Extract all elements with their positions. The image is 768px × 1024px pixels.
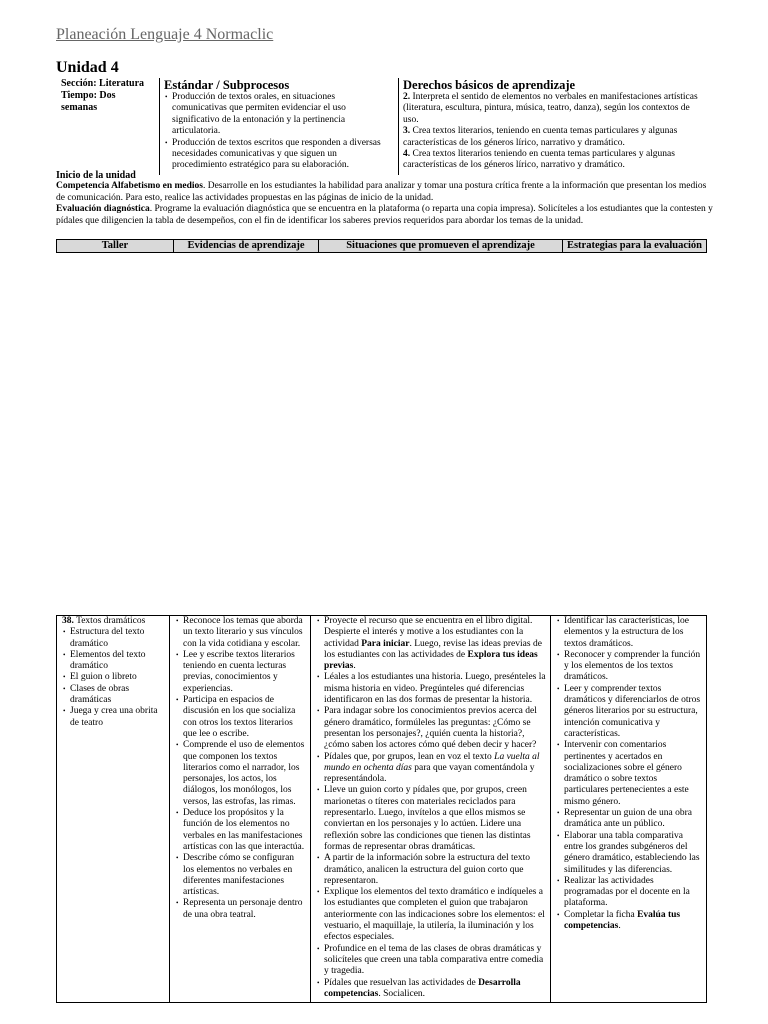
dba-heading: Derechos básicos de aprendizaje	[403, 78, 576, 92]
dba-column	[403, 78, 703, 172]
header-situaciones: Situaciones que promueven el aprendizaje	[319, 240, 563, 253]
estrategia-item: • Completar la ficha Evalúa tus competencias.	[556, 910, 703, 933]
column-divider	[398, 78, 399, 175]
estrategia-item: • Representar un guion de una obra dramática ante un público.	[556, 808, 703, 831]
situaciones-cell	[311, 616, 551, 1003]
dba-item: 3. Crea textos literarios, teniendo en cuenta temas particulares y algunas características de los géneros lírico, narrativo y dramático.	[403, 126, 678, 148]
unit-intro	[56, 170, 716, 227]
taller-item: • Juega y crea una obrita de teatro	[62, 706, 166, 729]
section-label: Sección: Literatura	[61, 78, 145, 89]
evidencias-list	[175, 616, 307, 921]
estrategia-item: • Reconocer y comprender la función y los elementos de los textos dramáticos.	[556, 650, 703, 684]
estrategias-list	[556, 616, 703, 932]
evidencia-item: • Deduce los propósitos y la función de los elementos no verbales en las manifestaciones artísticas con las que interactúa.	[175, 808, 307, 853]
header-evidencias: Evidencias de aprendizaje	[174, 240, 319, 253]
taller-item: • Elementos del texto dramático	[62, 650, 166, 673]
standard-item: • Producción de textos escritos que responden a diversas necesidades comunicativas y que siguen un procedimiento estratégico para su elaboración.	[164, 138, 392, 172]
standard-heading: Estándar / Subprocesos	[164, 78, 290, 92]
section-info	[61, 78, 157, 113]
intro-heading: Inicio de la unidad	[56, 170, 136, 181]
situaciones-list	[316, 616, 547, 1000]
diagnostic-label: Evaluación diagnóstica	[56, 204, 150, 215]
estrategia-item: • Leer y comprender textos dramáticos y diferenciarlos de otros géneros literarios por su estructura, intención comunicativa y características.	[556, 684, 703, 740]
situacion-item: • Lleve un guion corto y pídales que, por grupos, creen marionetas o títeres con materiales reciclados para representarlo. Luego, invítelos a que ellos mismos se conviertan en los personajes y lo actúen. Lidere una reflexión sobre las condiciones que tienen las distintas formas de representar obras dramáticas.	[316, 785, 547, 853]
taller-item: • El guion o libreto	[62, 672, 166, 683]
standard-list	[164, 92, 392, 172]
competence-paragraph: Competencia Alfabetismo en medios. Desarrolle en los estudiantes la habilidad para analizar y tomar una postura crítica frente a la información que presentan los medios de comunicación. Para esto, realice las actividades propuestas en las páginas de inicio de la unidad.	[56, 181, 707, 203]
taller-list	[62, 627, 166, 729]
estrategia-item: • Realizar las actividades programadas por el docente en la plataforma.	[556, 876, 703, 910]
estrategia-item: • Identificar las características, loe elementos y la estructura de los textos dramáticos.	[556, 616, 703, 650]
evidencia-item: • Reconoce los temas que aborda un texto literario y sus vínculos con la vida cotidiana y escolar.	[175, 616, 307, 650]
evidencia-item: • Describe cómo se configuran los elementos no verbales en diferentes manifestaciones artísticas.	[175, 853, 307, 898]
situacion-item: • A partir de la información sobre la estructura del texto dramático, analicen la estructura del guion corto que representaron.	[316, 853, 547, 887]
column-divider	[159, 78, 160, 175]
competence-label: Competencia Alfabetismo en medios	[56, 181, 203, 192]
evidencias-cell	[170, 616, 311, 1003]
unit-title: Unidad 4	[56, 59, 119, 76]
header-estrategias: Estrategias para la evaluación	[563, 240, 707, 253]
standard-item: • Producción de textos orales, en situaciones comunicativas que permiten evidenciar el uso significativo de la entonación y la pertinencia articulatoria.	[164, 92, 392, 138]
evidencia-item: • Comprende el uso de elementos que componen los textos literarios como el narrador, los personajes, los actos, los diálogos, los monólogos, los versos, las estrofas, las rimas.	[175, 740, 307, 808]
dba-item: 2. Interpreta el sentido de elementos no verbales en manifestaciones artísticas (literatura, escultura, pintura, música, teatro, danza), según los contextos de uso.	[403, 92, 698, 125]
document-title: Planeación Lenguaje 4 Normaclic	[56, 26, 274, 43]
diagnostic-paragraph: Evaluación diagnóstica. Programe la evaluación diagnóstica que se encuentra en la plataforma (o reparta una copia impresa). Solicíteles a los estudiantes que la contesten y pídales que diligencien la tabla de desempeños, con el fin de identificar los saberes previos requeridos para abordar los temas de la unidad.	[56, 204, 713, 226]
evidencia-item: • Lee y escribe textos literarios teniendo en cuenta lecturas previas, conocimientos y experiencias.	[175, 650, 307, 695]
situacion-item: • Pídales que resuelvan las actividades de Desarrolla competencias. Socialicen.	[316, 978, 547, 1001]
table-row	[57, 616, 707, 1003]
situacion-item: • Profundice en el tema de las clases de obras dramáticas y solicíteles que creen una tabla comparativa entre comedia y tragedia.	[316, 944, 547, 978]
time-label: Tiempo: Dos	[61, 89, 116, 101]
situacion-item: • Explique los elementos del texto dramático e indíqueles a los estudiantes que completen el guion que trabajaron anteriormente con las indicaciones sobre los elementos: el vestuario, el maquillaje, la utilería, la iluminación y los efectos especiales.	[316, 887, 547, 943]
dba-item: 4. Crea textos literarios teniendo en cuenta temas particulares y algunas características de los géneros lírico, narrativo y dramático.	[403, 149, 675, 171]
taller-title: 38. Textos dramáticos	[62, 616, 146, 626]
estrategias-cell	[551, 616, 707, 1003]
time-value: semanas	[61, 101, 98, 113]
situacion-item: • Proyecte el recurso que se encuentra en el libro digital. Despierte el interés y motive a los estudiantes con la actividad Para iniciar. Luego, revise las ideas previas de los estudiantes con las actividades de Explora tus ideas previas.	[316, 616, 547, 672]
plan-table-header	[56, 239, 707, 253]
taller-item: • Estructura del texto dramático	[62, 627, 166, 650]
estrategia-item: • Intervenir con comentarios pertinentes y acertados en socializaciones sobre el género dramático o sobre textos particulares pertenecientes a este mismo género.	[556, 740, 703, 808]
evidencia-item: • Representa un personaje dentro de una obra teatral.	[175, 898, 307, 921]
situacion-item: • Léales a los estudiantes una historia. Luego, presénteles la misma historia en video. Pregúnteles qué diferencias identificaron en las dos formas de presentar la historia.	[316, 672, 547, 706]
taller-item: • Clases de obras dramáticas	[62, 684, 166, 707]
plan-table-body	[56, 615, 707, 1003]
standard-column	[164, 78, 392, 172]
evidencia-item: • Participa en espacios de discusión en los que socializa con otros los textos literarios que lee o escribe.	[175, 695, 307, 740]
header-taller: Taller	[57, 240, 174, 253]
situacion-item: • Pídales que, por grupos, lean en voz el texto La vuelta al mundo en ochenta días para que vayan comentándola y representándola.	[316, 752, 547, 786]
situacion-item: • Para indagar sobre los conocimientos previos acerca del género dramático, formúleles las preguntas: ¿Cómo se presentan los personajes?, ¿quién cuenta la historia?, ¿cómo saben los actores cómo qué deben decir y hacer?	[316, 706, 547, 751]
estrategia-item: • Elaborar una tabla comparativa entre los grandes subgéneros del género dramático, estableciendo las similitudes y las diferencias.	[556, 831, 703, 876]
taller-cell	[57, 616, 170, 1003]
